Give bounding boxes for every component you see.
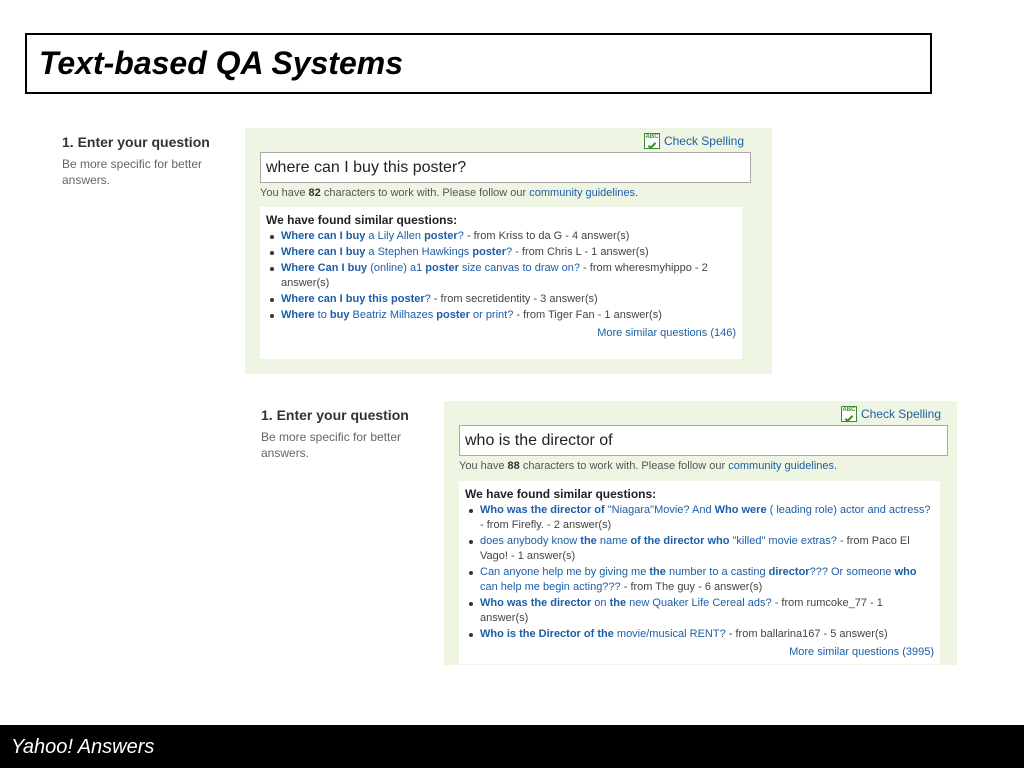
similar-questions-box (459, 481, 940, 664)
spellcheck-icon: ABC (644, 133, 660, 149)
question-text-segment: "killed" movie extras? (729, 535, 837, 547)
check-spelling-link[interactable]: Check Spelling (860, 407, 941, 421)
question-text-segment: Where can I buy (281, 246, 366, 258)
question-meta: - from Paco El Vago! - 1 answer(s) (480, 535, 910, 562)
similar-questions-title: We have found similar questions: (266, 213, 458, 227)
similar-question-item (465, 627, 934, 642)
question-text-segment: Where can I buy this poster (281, 293, 425, 305)
similar-question-link[interactable] (480, 597, 772, 609)
character-count: 88 (507, 460, 520, 472)
question-meta: - from Chris L - 1 answer(s) (512, 246, 649, 258)
footer-caption: Yahoo! Answers (11, 736, 155, 758)
question-text-segment: can help me begin acting??? (480, 581, 621, 593)
question-text-segment: the (609, 597, 627, 609)
question-text-segment: poster (436, 309, 470, 321)
question-text-segment: or print? (469, 309, 514, 321)
more-similar-questions-link[interactable]: More similar questions (146) (597, 327, 736, 339)
check-spelling-link[interactable]: Check Spelling (663, 134, 744, 148)
question-meta: - from The guy - 6 answer(s) (620, 581, 763, 593)
character-count-row: You have 88 characters to work with. Please follow our community guidelines. (459, 460, 838, 472)
question-text-segment: number to a casting (665, 566, 769, 578)
similar-question-link[interactable] (281, 262, 580, 274)
question-label-block (261, 407, 436, 461)
similar-question-link[interactable] (281, 309, 513, 321)
similar-question-link[interactable] (281, 293, 431, 305)
similar-question-item (266, 245, 736, 260)
similar-question-item (465, 596, 934, 626)
community-guidelines-link[interactable]: community guidelines (728, 460, 835, 472)
question-meta: - from secretidentity - 3 answer(s) (430, 293, 598, 305)
question-input[interactable] (459, 425, 948, 456)
question-text-segment: ? (424, 293, 431, 305)
check-spelling-control[interactable] (841, 405, 941, 423)
similar-question-item (465, 534, 934, 564)
question-text-segment: Who were (714, 504, 767, 516)
question-text-segment: name (596, 535, 631, 547)
similar-question-link[interactable] (281, 230, 464, 242)
question-meta: - from wheresmyhippo - 2 answer(s) (281, 262, 708, 289)
question-meta: - from ballarina167 - 5 answer(s) (725, 628, 888, 640)
question-text-segment: Beatriz Milhazes (349, 309, 437, 321)
similar-question-link[interactable] (480, 504, 930, 516)
question-text-segment: Where can I buy (281, 230, 366, 242)
similar-questions-box (260, 207, 742, 359)
question-text-segment: "Niagara"Movie? And (604, 504, 715, 516)
similar-question-link[interactable] (480, 628, 726, 640)
question-text-segment: of the director who (630, 535, 730, 547)
hint-text: Be more specific for better answers. (261, 430, 402, 460)
check-spelling-control[interactable] (644, 132, 744, 150)
question-meta: - from Firefly. - 2 answer(s) (480, 519, 612, 531)
similar-questions-list (465, 503, 934, 642)
question-text-segment: a Lily Allen (365, 230, 425, 242)
question-text-segment: Can anyone help me by giving me (480, 566, 650, 578)
question-text-segment: Where (281, 309, 315, 321)
question-text-segment: poster (424, 230, 458, 242)
step-label: 1. Enter your question (62, 134, 210, 150)
question-text-segment: Where Can I buy (281, 262, 368, 274)
character-count: 82 (308, 187, 321, 199)
question-text-segment: ? (457, 230, 464, 242)
question-text-segment: size canvas to draw on? (458, 262, 580, 274)
question-panel (444, 401, 957, 665)
question-text-segment: a Stephen Hawkings (365, 246, 473, 258)
question-text-segment: does anybody know (480, 535, 581, 547)
question-input[interactable] (260, 152, 751, 183)
similar-question-link[interactable] (480, 535, 837, 547)
question-text-segment: Who was the director (480, 597, 592, 609)
similar-question-item (266, 229, 736, 244)
question-text-segment: poster (425, 262, 459, 274)
question-text-segment: the (580, 535, 597, 547)
question-meta: - from Tiger Fan - 1 answer(s) (513, 309, 662, 321)
spellcheck-icon: ABC (841, 406, 857, 422)
step-label: 1. Enter your question (261, 407, 409, 423)
question-text-segment: poster (472, 246, 506, 258)
question-text-segment: (online) a1 (367, 262, 426, 274)
similar-question-link[interactable] (281, 246, 512, 258)
question-text-segment: director (768, 566, 810, 578)
hint-text: Be more specific for better answers. (62, 157, 203, 187)
question-text-segment: on (591, 597, 610, 609)
character-count-row: You have 82 characters to work with. Please follow our community guidelines. (260, 187, 639, 199)
question-text-segment: new Quaker Life Cereal ads? (626, 597, 772, 609)
similar-question-item (266, 261, 736, 291)
question-text-segment: movie/musical RENT? (613, 628, 726, 640)
question-text-segment: buy (329, 309, 350, 321)
more-similar-questions-link[interactable]: More similar questions (3995) (789, 646, 934, 658)
question-text-segment: Who was the director of (480, 504, 605, 516)
question-text-segment: ??? Or someone (809, 566, 895, 578)
question-label-block (62, 134, 237, 188)
footer-bar (0, 725, 1024, 768)
question-text-segment: who (894, 566, 917, 578)
similar-questions-list (266, 229, 736, 323)
similar-question-item (266, 308, 736, 323)
question-text-segment: ( leading role) actor and actress? (766, 504, 931, 516)
question-text-segment: to (314, 309, 330, 321)
similar-question-item (266, 292, 736, 307)
question-meta: - from rumcoke_77 - 1 answer(s) (480, 597, 883, 624)
question-text-segment: the (649, 566, 666, 578)
similar-questions-title: We have found similar questions: (465, 487, 657, 501)
community-guidelines-link[interactable]: community guidelines (529, 187, 636, 199)
slide-title-box (25, 33, 932, 94)
question-text-segment: ? (506, 246, 513, 258)
question-meta: - from Kriss to da G - 4 answer(s) (463, 230, 630, 242)
similar-question-item (465, 565, 934, 595)
question-text-segment: Who is the Director of the (480, 628, 614, 640)
slide-title: Text-based QA Systems (39, 45, 403, 81)
question-panel (245, 128, 772, 374)
similar-question-item (465, 503, 934, 533)
